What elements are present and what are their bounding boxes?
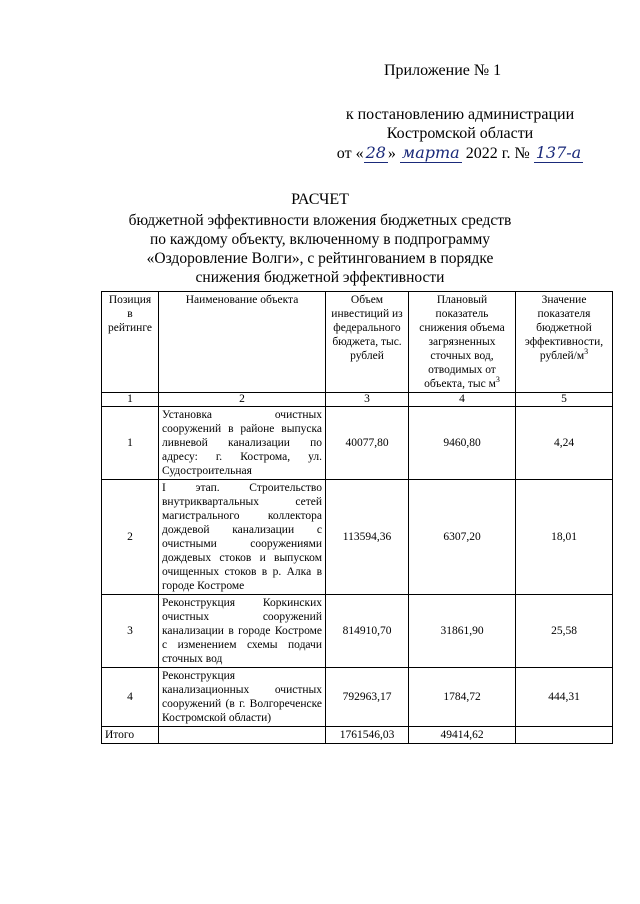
- column-number-row: [102, 393, 613, 407]
- header-efficiency-sup: 3: [584, 347, 589, 357]
- header-reduction-text: Плановый показатель снижения объема загрязненных сточных вод, отводимых от объекта, тыс м: [419, 294, 505, 390]
- total-investment: 1761546,03: [326, 727, 409, 744]
- row-investment: 113594,36: [326, 480, 409, 595]
- resolution-reference: [300, 105, 620, 163]
- row-position: 1: [102, 407, 159, 480]
- row-object-name: Установка очистных сооружений в районе выпуска ливневой канализации по адресу: г. Кострома, ул. Судостроительная: [159, 407, 326, 480]
- header-efficiency-text: Значение показателя бюджетной эффективности, рублей/м: [524, 294, 604, 362]
- table-total-row: [102, 727, 613, 744]
- header-reduction: [409, 292, 516, 393]
- resolution-line-2: Костромской области: [386, 125, 534, 142]
- table-row: [102, 595, 613, 668]
- header-investment: Объем инвестиций из федерального бюджета, тыс. рублей: [326, 292, 409, 393]
- date-mid: »: [387, 145, 396, 162]
- document-heading: [60, 190, 580, 287]
- row-efficiency: 4,24: [516, 407, 613, 480]
- date-prefix: от «: [336, 145, 364, 162]
- header-efficiency: [516, 292, 613, 393]
- column-number: 4: [409, 393, 516, 407]
- header-object-name: Наименование объекта: [159, 292, 326, 393]
- column-number: 5: [516, 393, 613, 407]
- total-empty-cell: [516, 727, 613, 744]
- row-investment: 814910,70: [326, 595, 409, 668]
- header-reduction-sup: 3: [495, 375, 500, 385]
- row-position: 2: [102, 480, 159, 595]
- header-position: Позиция в рейтинге: [102, 292, 159, 393]
- efficiency-table: [101, 291, 613, 744]
- row-efficiency: 18,01: [516, 480, 613, 595]
- heading-title: РАСЧЕТ: [291, 191, 349, 208]
- heading-line-1: бюджетной эффективности вложения бюджетных средств: [128, 212, 512, 229]
- table-row: [102, 480, 613, 595]
- heading-line-4: снижения бюджетной эффективности: [195, 269, 445, 286]
- heading-line-2: по каждому объекту, включенному в подпрограмму: [149, 231, 491, 248]
- column-number: 1: [102, 393, 159, 407]
- table-row: [102, 668, 613, 727]
- row-reduction: 1784,72: [409, 668, 516, 727]
- handwritten-doc-number: 137-а: [535, 143, 582, 162]
- row-investment: 40077,80: [326, 407, 409, 480]
- row-reduction: 31861,90: [409, 595, 516, 668]
- row-reduction: 6307,20: [409, 480, 516, 595]
- row-object-name: Реконструкция канализационных очистных сооружений (в г. Волгореченске Костромской области): [159, 668, 326, 727]
- resolution-date-line: [300, 143, 620, 163]
- column-number: 2: [159, 393, 326, 407]
- total-label: Итого: [102, 727, 159, 744]
- row-reduction: 9460,80: [409, 407, 516, 480]
- row-position: 3: [102, 595, 159, 668]
- row-object-name: I этап. Строительство внутриквартальных сетей магистрального коллектора дождевой канализации с очистными сооружениями дождевых стоков и выпуском очищенных стоков в р. Алка в городе Костроме: [159, 480, 326, 595]
- handwritten-month: марта: [401, 143, 460, 162]
- total-empty-cell: [159, 727, 326, 744]
- row-efficiency: 444,31: [516, 668, 613, 727]
- heading-line-3: «Оздоровление Волги», с рейтингованием в порядке: [146, 250, 494, 267]
- total-reduction: 49414,62: [409, 727, 516, 744]
- row-investment: 792963,17: [326, 668, 409, 727]
- column-number: 3: [326, 393, 409, 407]
- date-year: 2022 г. №: [465, 145, 530, 162]
- table-header-row: [102, 292, 613, 393]
- row-object-name: Реконструкция Коркинских очистных сооружений канализации в городе Костроме с изменением схемы подачи сточных вод: [159, 595, 326, 668]
- table-row: [102, 407, 613, 480]
- resolution-line-1: к постановлению администрации: [345, 106, 575, 123]
- appendix-title: Приложение № 1: [384, 62, 502, 79]
- row-efficiency: 25,58: [516, 595, 613, 668]
- row-position: 4: [102, 668, 159, 727]
- handwritten-day: 28: [365, 143, 386, 162]
